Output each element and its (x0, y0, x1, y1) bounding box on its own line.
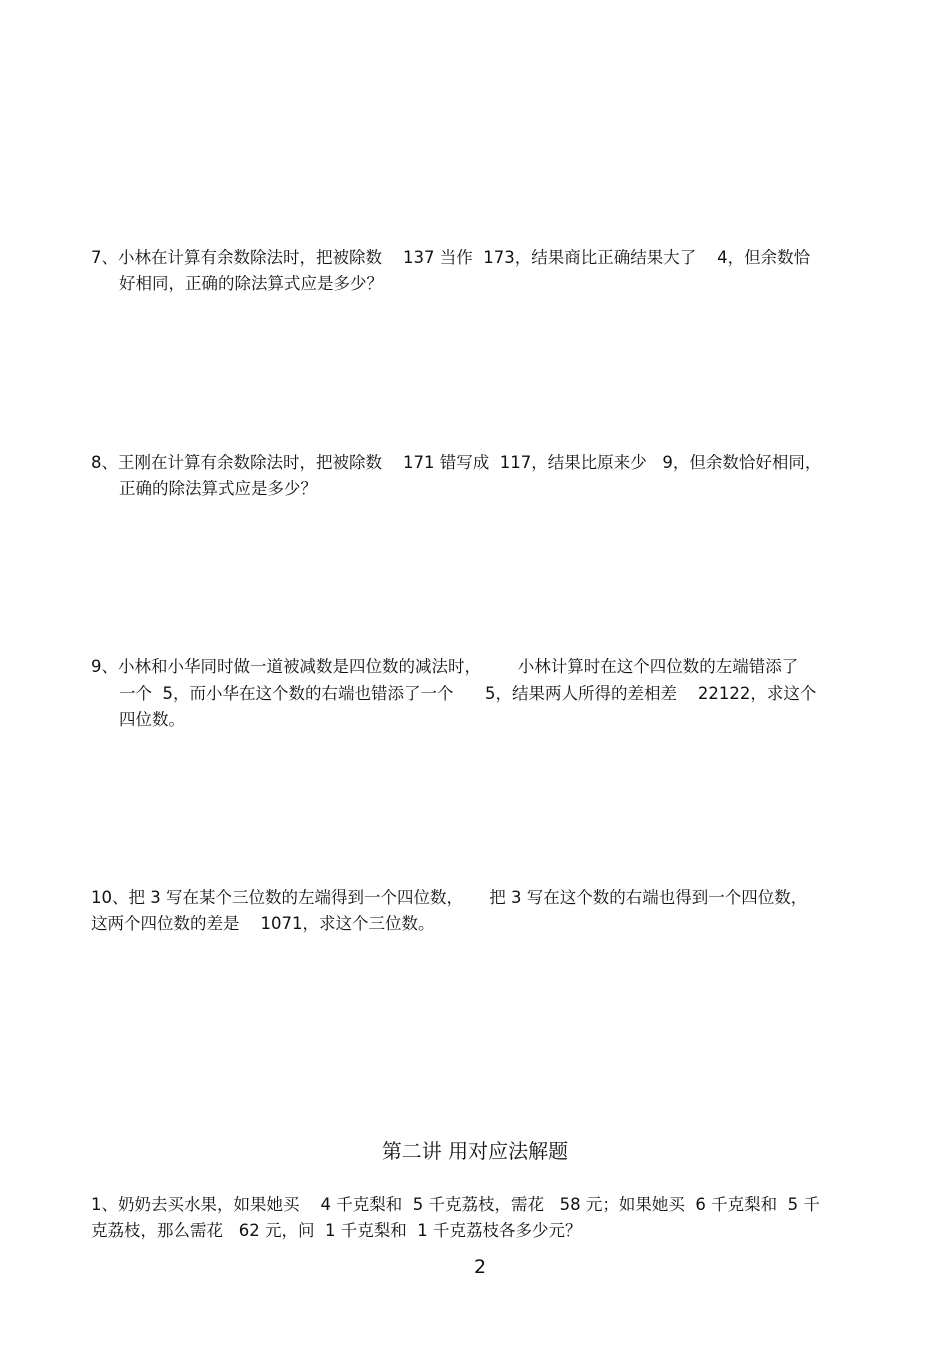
problem-7-line-2: 好相同，正确的除法算式应是多少？ (119, 274, 383, 293)
page-number: 2 (473, 1256, 487, 1278)
problem-8-line-2: 正确的除法算式应是多少？ (119, 479, 317, 498)
section-title: 第二讲 用对应法解题 (381, 1139, 569, 1163)
problem-9-line-2: 一个 5，而小华在这个数的右端也错添了一个 5，结果两人所得的差相差 22122，求这个 (119, 684, 817, 703)
problem-7-line-1: 7、小林在计算有余数除法时，把被除数 137 当作 173，结果商比正确结果大了 4，但余数恰 (91, 248, 811, 267)
section-problem-1-line-1: 1、奶奶去买水果，如果她买 4 千克梨和 5 千克荔枝，需花 58 元；如果她买 6 千克梨和 5 千 (91, 1195, 820, 1214)
problem-9-line-1: 9、小林和小华同时做一道被减数是四位数的减法时， 小林计算时在这个四位数的左端错添了 (91, 657, 799, 676)
problem-9-line-3: 四位数。 (119, 710, 185, 729)
problem-8-line-1: 8、王刚在计算有余数除法时，把被除数 171 错写成 117，结果比原来少 9，但余数恰好相同， (91, 453, 822, 472)
problem-10-line-2: 这两个四位数的差是 1071，求这个三位数。 (91, 914, 435, 933)
section-problem-1-line-2: 克荔枝，那么需花 62 元，问 1 千克梨和 1 千克荔枝各多少元？ (91, 1221, 582, 1240)
problem-10-line-1: 10、把 3 写在某个三位数的左端得到一个四位数， 把 3 写在这个数的右端也得到一个四位数， (91, 888, 808, 907)
